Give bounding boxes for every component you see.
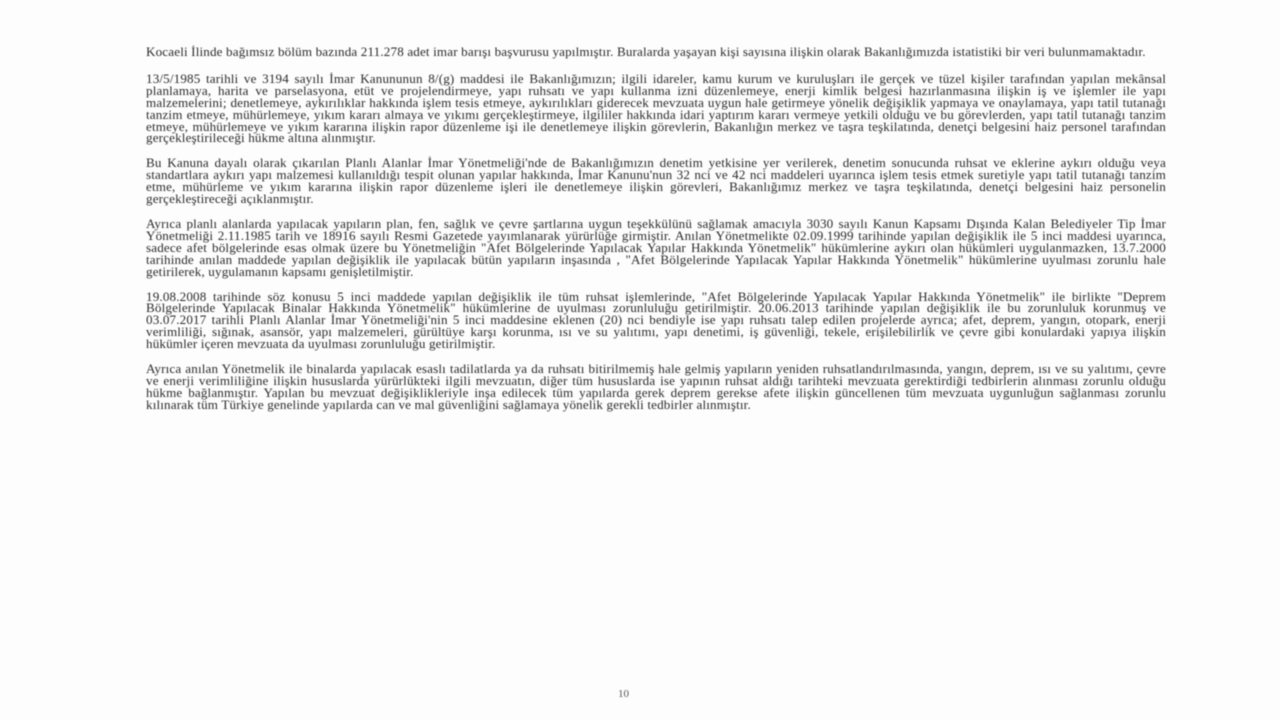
document-body [146, 46, 1166, 424]
paragraph-3: Bu Kanuna dayalı olarak çıkarılan Planlı Alanlar İmar Yönetmeliği'nde de Bakanlığımızın denetim yetkisine yer verilerek, denetim sonucunda ruhsat ve eklerine aykırı olduğu veya standartlara aykırı yapı malzemesi kullanıldığı tespit olunan yapılar hakkında, İmar Kanunu'nun 32 nci ve 42 nci maddeleri uyarınca işlem tesis etmek suretiyle yapı tatil tutanağı tanzim etme, mühürleme ve yıkım kararına ilişkin rapor düzenleme işleri ile denetlemeye ilişkin görevleri, Bakanlığımız merkez ve taşra teşkilatında, denetçi belgesini haiz personelin gerçekleştireceği açıklanmıştır. [146, 155, 1166, 207]
paragraph-6: Ayrıca anılan Yönetmelik ile binalarda yapılacak esaslı tadilatlarda ya da ruhsatı bitirilmemiş hale gelmiş yapıların yeniden ruhsatlandırılmasında, yangın, deprem, ısı ve su yalıtımı, çevre ve enerji verimliliğine ilişkin hususlarda yürürlükteki ilgili mevzuatın, diğer tüm hususlarda ise yapının ruhsat aldığı tarihteki mevzuata gerektirdiği tedbirlerin alınması zorunlu olduğu hükme bağlanmıştır. Yapılan bu mevzuat değişiklikleriyle inşa edilecek tüm yapılarda gerek deprem gerekse afete ilişkin güncellenen tüm mevzuata uygunluğun sağlanması zorunlu kılınarak tüm Türkiye genelinde yapılarda can ve mal güvenliğini sağlamaya yönelik gerekli tedbirler alınmıştır. [146, 361, 1166, 412]
paragraph-1: Kocaeli İlinde bağımsız bölüm bazında 211.278 adet imar barışı başvurusu yapılmıştır. Buralarda yaşayan kişi sayısına ilişkin olarak Bakanlığımızda istatistiki bir veri bulunmamaktadır. [146, 44, 1146, 59]
paragraph-4: Ayrıca planlı alanlarda yapılacak yapıların plan, fen, sağlık ve çevre şartlarına uygun teşekkülünü sağlamak amacıyla 3030 sayılı Kanun Kapsamı Dışında Kalan Belediyeler Tip İmar Yönetmeliği 2.11.1985 tarih ve 18916 sayılı Resmi Gazetede yayımlanarak yürürlüğe girmiştir. Anılan Yönetmelikte 02.09.1999 tarihinde yapılan değişiklik ile 5 inci maddesi uyarınca, sadece afet bölgelerinde esas olmak üzere bu Yönetmeliğin "Afet Bölgelerinde Yapılacak Yapılar Hakkında Yönetmelik" hükümlerine aykırı olan hükümleri uygulanmazken, 13.7.2000 tarihinde anılan maddede yapılan değişiklik ile yapılacak bütün yapıların inşasında , "Afet Bölgelerinde Yapılacak Yapılar Hakkında Yönetmelik" hükümlerine uyulması zorunlu hale getirilerek, uygulamanın kapsamı genişletilmiştir. [146, 215, 1166, 279]
paragraph-5: 19.08.2008 tarihinde söz konusu 5 inci maddede yapılan değişiklik ile tüm ruhsat işlemlerinde, "Afet Bölgelerinde Yapılacak Yapılar Hakkında Yönetmelik" ile birlikte "Deprem Bölgelerinde Yapılacak Binalar Hakkında Yönetmelik" hükümlerine de uyulması zorunluluğu getirilmiştir. 20.06.2013 tarihinde yapılan değişiklik ile bu zorunluluk korunmuş ve 03.07.2017 tarihli Planlı Alanlar İmar Yönetmeliği'nin 5 inci maddesine eklenen (20) nci bendiyle ise yapı ruhsatı talep edilen projelerde ayrıca; afet, deprem, yangın, otopark, enerji verimliliği, sığınak, asansör, yapı malzemeleri, gürültüye karşı korunma, ısı ve su yalıtımı, yapı denetimi, iş güvenliği, tekele, erişilebilirlik ve çevre gibi konulardaki yapıya ilişkin hükümler içeren mevzuata da uyulması zorunluluğu getirilmiştir. [146, 288, 1166, 352]
page-number: 10 [618, 688, 629, 700]
paragraph-2: 13/5/1985 tarihli ve 3194 sayılı İmar Kanununun 8/(g) maddesi ile Bakanlığımızın; ilgili idareler, kamu kurum ve kuruluşları ile gerçek ve tüzel kişiler tarafından yapılan mekânsal planlamaya, harita ve parselasyona, etüt ve projelendirmeye, yapı ruhsatı ve yapı kullanma izni düzenlemeye, enerji kimlik belgesi hazırlanmasına ilişkin iş ve işlemler ile yapı malzemelerini; denetlemeye, aykırılıklar hakkında işlem tesis etmeye, aykırılıkları giderecek mevzuata uygun hale getirmeye yönelik değişiklik yapmaya ve onaylamaya, yapı tatil tutanağı tanzim etmeye, mühürlemeye, yıkım kararı almaya ve yıkımı gerçekleştirmeye, ilgililer hakkında idari yaptırım kararı vermeye yetkili olduğu ve bu görevlerden, yapı tatil tutanağı tanzim etmeye, mühürlemeye ve yıkım kararına ilişkin rapor düzenleme işi ile denetlemeye ilişkin görevlerin, Bakanlığın merkez ve taşra teşkilatında, denetçi belgesini haiz personel tarafından gerçekleştirileceği hükme altına alınmıştır. [146, 70, 1166, 146]
